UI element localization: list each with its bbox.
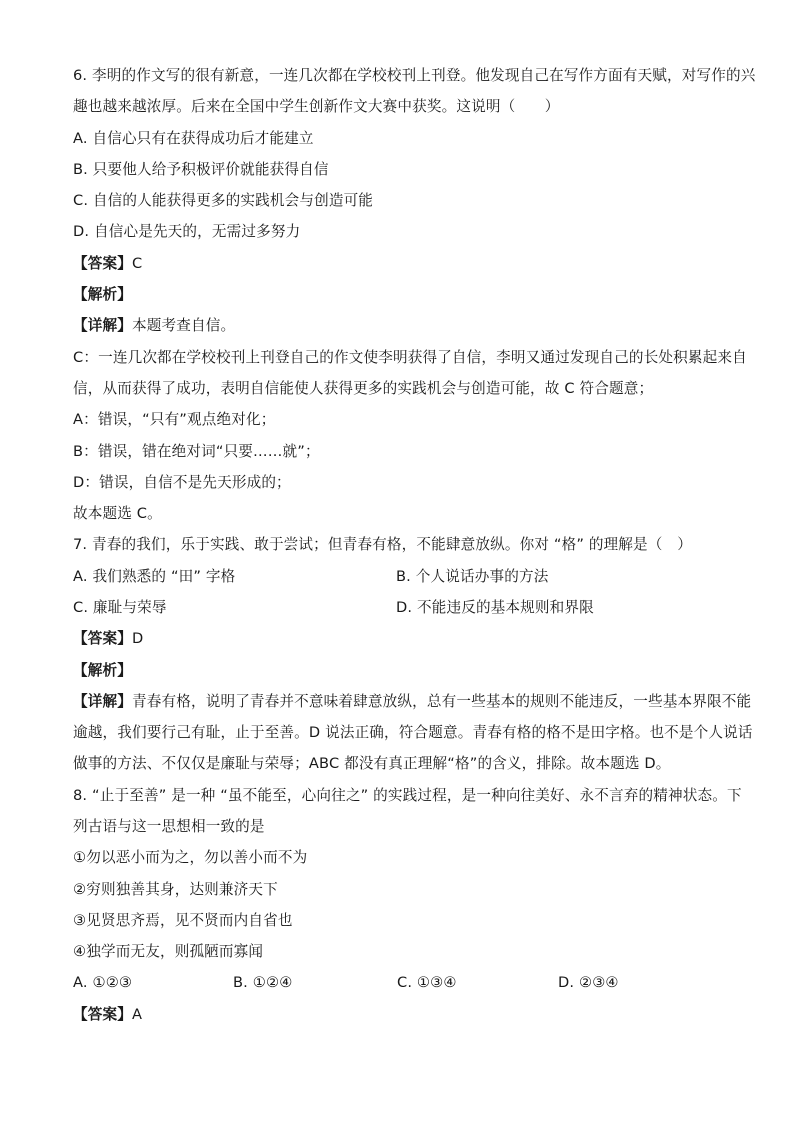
detail-tag: 【详解】	[73, 317, 132, 334]
q8-option-d: D. ②③④	[558, 974, 619, 991]
q6-answer	[73, 254, 142, 274]
q7-detail-line-1	[73, 692, 751, 712]
q7-option-c: C. 廉耻与荣辱	[73, 599, 167, 616]
q6-option-d: D. 自信心是先天的，无需过多努力	[73, 223, 301, 240]
q7-option-d: D. 不能违反的基本规则和界限	[396, 599, 594, 616]
q6-detail-line-6: D：错误，自信不是先天形成的；	[73, 474, 291, 491]
q7-stem: 7. 青春的我们，乐于实践、敢于尝试；但青春有格，不能肆意放纵。你对 “格” 的理解是（ ）	[73, 536, 693, 553]
q8-stem-line-2: 列古语与这一思想相一致的是	[73, 818, 265, 835]
q8-item-4: ④独学而无友，则孤陋而寡闻	[73, 943, 264, 960]
q7-detail-line-3: 做事的方法、不仅仅是廉耻与荣辱；ABC 都没有真正理解“格”的含义，排除。故本题选 D。	[73, 755, 671, 772]
q8-option-b: B. ①②④	[233, 974, 293, 991]
q6-detail-line-4: A：错误，“只有”观点绝对化；	[73, 411, 276, 428]
q7-detail-line-2: 逾越，我们要行己有耻，止于至善。D 说法正确，符合题意。青春有格的格不是田字格。也不是个人说话	[73, 724, 753, 741]
detail-text: 青春有格，说明了青春并不意味着肆意放纵，总有一些基本的规则不能违反，一些基本界限不能	[131, 693, 752, 710]
answer-tag: 【答案】	[73, 1006, 132, 1023]
q6-detail-line-5: B：错误，错在绝对词“只要……就”；	[73, 443, 320, 460]
q6-detail-line-2: C：一连几次都在学校校刊上刊登自己的作文使李明获得了自信，李明又通过发现自己的长处积累起来自	[73, 349, 747, 366]
q8-item-2: ②穷则独善其身，达则兼济天下	[73, 881, 278, 898]
q7-analysis-tag: 【解析】	[73, 662, 132, 679]
q7-answer	[73, 629, 143, 649]
q6-option-c: C. 自信的人能获得更多的实践机会与创造可能	[73, 192, 374, 209]
q7-option-b: B. 个人说话办事的方法	[396, 568, 549, 585]
q8-answer	[73, 1005, 142, 1025]
q8-stem-line-1: 8. “止于至善” 是一种 “虽不能至，心向往之” 的实践过程，是一种向往美好、永不言弃的精神状态。下	[73, 787, 742, 804]
detail-tag: 【详解】	[73, 693, 132, 710]
q8-option-c: C. ①③④	[397, 974, 457, 991]
q6-analysis-tag: 【解析】	[73, 286, 132, 303]
q6-detail-line-3: 信，从而获得了成功，表明自信能使人获得更多的实践机会与创造可能，故 C 符合题意；	[73, 380, 654, 397]
q6-stem-line-2: 趣也越来越浓厚。后来在全国中学生创新作文大赛中获奖。这说明（ ）	[73, 98, 560, 115]
q6-option-a: A. 自信心只有在获得成功后才能建立	[73, 130, 314, 147]
answer-value: A	[131, 1006, 143, 1023]
answer-tag: 【答案】	[73, 255, 132, 272]
answer-value: C	[131, 255, 143, 272]
q6-option-b: B. 只要他人给予积极评价就能获得自信	[73, 161, 329, 178]
q8-item-1: ①勿以恶小而为之，勿以善小而不为	[73, 849, 308, 866]
q6-stem-line-1: 6. 李明的作文写的很有新意，一连几次都在学校校刊上刊登。他发现自己在写作方面有天赋，对写作的兴	[73, 67, 756, 84]
answer-value: D	[131, 630, 144, 647]
answer-tag: 【答案】	[73, 630, 132, 647]
q6-conclusion: 故本题选 C。	[73, 505, 162, 522]
q7-option-a: A. 我们熟悉的 “田” 字格	[73, 568, 236, 585]
q8-option-a: A. ①②③	[73, 974, 133, 991]
q8-item-3: ③见贤思齐焉，见不贤而内自省也	[73, 912, 293, 929]
q6-detail-line-1	[73, 316, 235, 336]
detail-text: 本题考查自信。	[131, 317, 236, 334]
